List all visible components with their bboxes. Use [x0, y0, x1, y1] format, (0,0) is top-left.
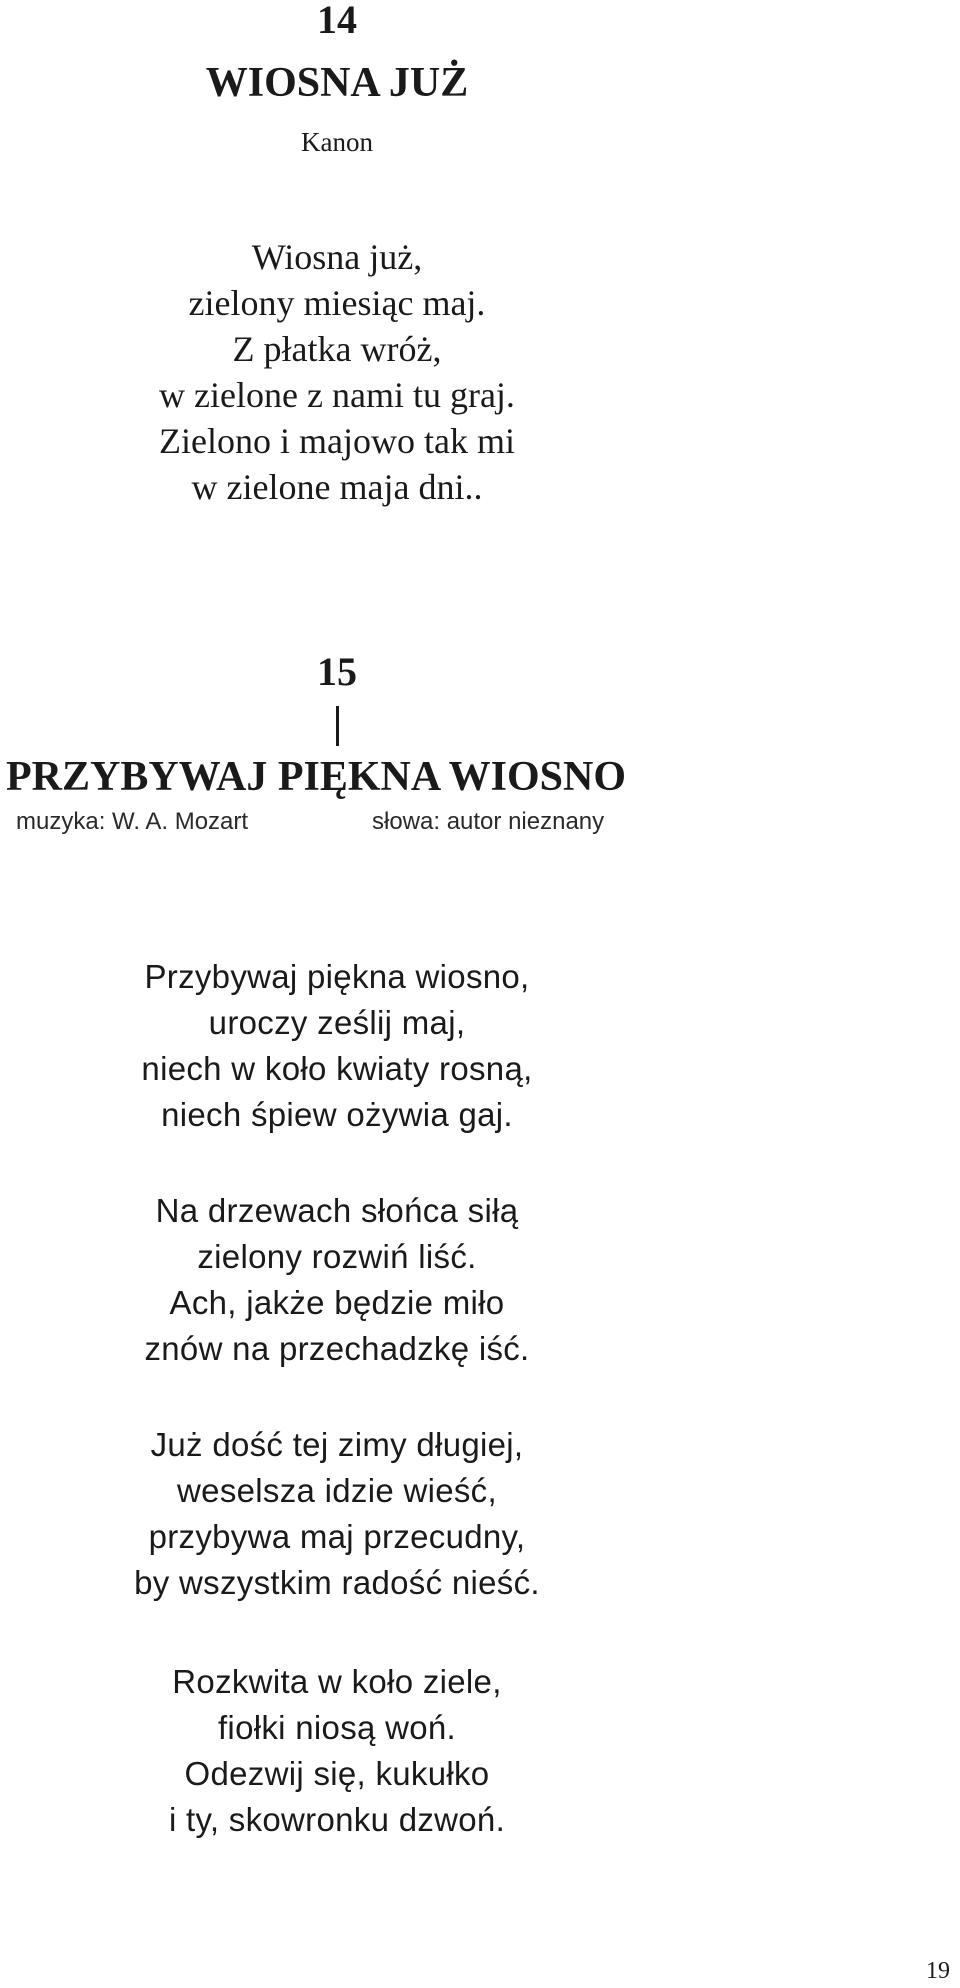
lyric-line: Na drzewach słońca siłą — [155, 1192, 519, 1229]
lyric-line: Z płatka wróż, — [232, 329, 442, 369]
stanza-3 — [134, 1422, 540, 1606]
lyric-line: przybywa maj przecudny, — [148, 1518, 526, 1555]
lyric-line: Odezwij się, kukułko — [184, 1755, 490, 1792]
lyric-line: Przybywaj piękna wiosno, — [144, 958, 530, 995]
lyric-line: fiołki niosą woń. — [217, 1709, 457, 1746]
divider-bar — [336, 706, 339, 746]
song-14-subtitle: Kanon — [301, 127, 373, 157]
lyric-line: niech śpiew ożywia gaj. — [161, 1096, 513, 1133]
lyric-line: w zielone z nami tu graj. — [159, 375, 515, 415]
lyric-line: by wszystkim radość nieść. — [134, 1564, 540, 1601]
song-14-title: WIOSNA JUŻ — [205, 60, 469, 106]
song-15-title: PRZYBYWAJ PIĘKNA WIOSNO — [6, 754, 626, 800]
lyric-line: Wiosna już, — [251, 237, 423, 277]
stanza-1 — [141, 954, 532, 1138]
music-credit: muzyka: W. A. Mozart — [16, 808, 249, 835]
song-14-number: 14 — [317, 0, 357, 42]
lyric-line: niech w koło kwiaty rosną, — [141, 1050, 533, 1087]
lyric-line: Rozkwita w koło ziele, — [172, 1663, 502, 1700]
song-15-number: 15 — [317, 649, 357, 694]
page-number: 19 — [926, 1958, 950, 1984]
lyric-line: znów na przechadzkę iść. — [144, 1330, 530, 1367]
lyric-line: w zielone maja dni.. — [191, 467, 483, 507]
stanza-4 — [169, 1659, 505, 1843]
lyric-line: uroczy ześlij maj, — [208, 1004, 466, 1041]
lyric-line: Już dość tej zimy długiej, — [150, 1426, 524, 1463]
lyric-line: i ty, skowronku dzwoń. — [168, 1801, 506, 1838]
lyric-line: Ach, jakże będzie miło — [169, 1284, 505, 1321]
stanza-2 — [144, 1188, 529, 1372]
lyrics-credit: słowa: autor nieznany — [372, 808, 605, 835]
song-14-lyrics — [159, 234, 515, 510]
lyric-line: Zielono i majowo tak mi — [159, 421, 515, 461]
lyric-line: zielony miesiąc maj. — [188, 283, 486, 323]
lyric-line: zielony rozwiń liść. — [197, 1238, 477, 1275]
lyric-line: weselsza idzie wieść, — [177, 1472, 497, 1509]
